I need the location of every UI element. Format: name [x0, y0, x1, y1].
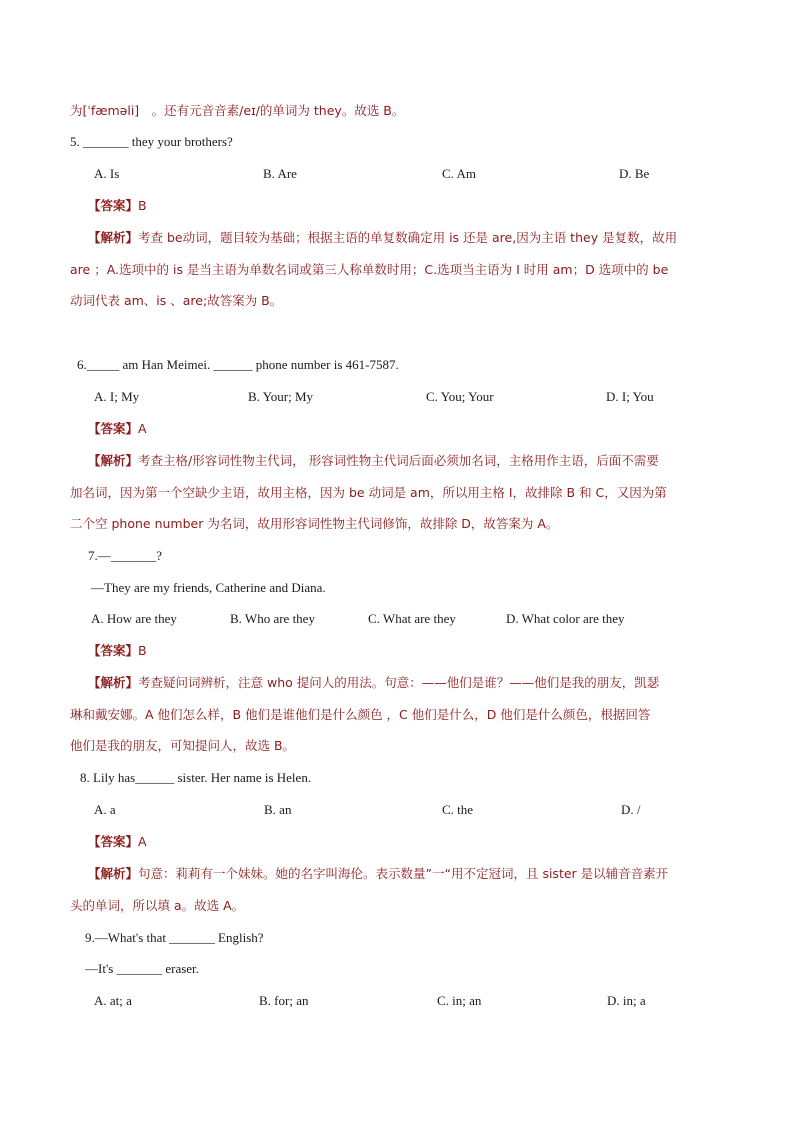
option-a: A. How are they: [91, 611, 177, 626]
question-5-analysis-line-2: are ；A.选项中的 is 是当主语为单数名词或第三人称单数时用；C.选项当主语为 I 时用 am；D 选项中的 be: [70, 262, 669, 277]
question-7-analysis-line-1: 【解析】考查疑问词辨析，注意 who 提问人的用法。句意：——他们是谁？——他们是我的朋友，凯瑟: [88, 675, 660, 690]
question-6-analysis-line-2: 加名词，因为第一个空缺少主语，故用主格，因为 be 动词是 am，所以用主格 I，故排除 B 和 C，又因为第: [70, 485, 667, 500]
option-c: C. You; Your: [426, 389, 494, 404]
answer-value: A: [138, 421, 147, 436]
option-c: C. the: [442, 802, 474, 817]
question-6-stem: 6._____ am Han Meimei. ______ phone number is 461-7587.: [77, 357, 399, 372]
answer-label: 【答案】: [88, 643, 139, 658]
option-d: D. Be: [619, 166, 650, 181]
answer-value: A: [138, 834, 147, 849]
question-6-analysis-line-3: 二个空 phone number 为名词，故用形容词性物主代词修饰，故排除 D，故答案为 A。: [70, 516, 559, 531]
answer-label: 【答案】: [88, 198, 139, 213]
question-6-analysis-line-1: 【解析】考查主格/形容词性物主代词， 形容词性物主代词后面必须加名词，主格用作主语，后面不需要: [88, 453, 659, 468]
option-a: A. Is: [94, 166, 120, 181]
option-a: A. a: [94, 802, 116, 817]
analysis-label: 【解析】: [88, 453, 139, 468]
question-8-stem: 8. Lily has______ sister. Her name is Helen.: [80, 770, 312, 785]
analysis-label: 【解析】: [88, 230, 139, 245]
question-9-stem-reply: —It's _______ eraser.: [85, 961, 199, 976]
question-5-analysis-line-3: 动词代表 am、is 、are;故答案为 B。: [70, 293, 283, 308]
analysis-label: 【解析】: [88, 866, 139, 881]
option-b: B. Your; My: [248, 389, 314, 404]
option-c: C. Am: [442, 166, 476, 181]
option-b: B. Who are they: [230, 611, 315, 626]
question-7-answer: [88, 642, 147, 660]
option-b: B. for; an: [259, 993, 309, 1008]
answer-label: 【答案】: [88, 834, 139, 849]
question-8-analysis-line-2: 头的单词，所以填 a。故选 A。: [70, 898, 245, 913]
option-c: C. in; an: [437, 993, 482, 1008]
option-a: A. I; My: [94, 389, 140, 404]
option-d: D. What color are they: [506, 611, 625, 626]
question-8-analysis-line-1: 【解析】句意：莉莉有一个妹妹。她的名字叫海伦。表示数量”一“用不定冠词，且 sister 是以辅音音素开: [88, 866, 669, 881]
option-b: B. an: [264, 802, 292, 817]
question-7-stem-reply: —They are my friends, Catherine and Diana.: [91, 580, 326, 595]
question-5-analysis-line-1: 【解析】考查 be动词，题目较为基础；根据主语的单复数确定用 is 还是 are,因为主语 they 是复数，故用: [88, 230, 678, 245]
option-d: D. /: [621, 802, 641, 817]
question-5-stem: 5. _______ they your brothers?: [70, 134, 233, 149]
question-7-options: [0, 610, 794, 628]
option-d: D. in; a: [607, 993, 646, 1008]
question-7-stem: 7.—_______?: [88, 548, 163, 563]
question-7-analysis-line-3: 他们是我的朋友，可知提问人，故选 B。: [70, 738, 296, 753]
question-5-answer: [88, 197, 147, 215]
option-a: A. at; a: [94, 993, 132, 1008]
answer-value: B: [138, 643, 147, 658]
question-5-options: [0, 165, 794, 183]
answer-label: 【答案】: [88, 421, 139, 436]
option-b: B. Are: [263, 166, 297, 181]
question-6-options: [0, 388, 794, 406]
question-7-analysis-line-2: 琳和戴安娜。A 他们怎么样，B 他们是谁他们是什么颜色 ，C 他们是什么，D 他们是什么颜色，根据回答: [70, 707, 651, 722]
option-d: D. I; You: [606, 389, 654, 404]
question-9-options: [0, 992, 794, 1010]
intro-text: 为[ˈfæməli] 。还有元音音素/eɪ/的单词为 they。故选 B。: [70, 103, 405, 118]
question-6-answer: [88, 420, 147, 438]
question-8-answer: [88, 833, 147, 851]
question-8-options: [0, 801, 794, 819]
question-9-stem: 9.—What's that _______ English?: [85, 930, 264, 945]
analysis-label: 【解析】: [88, 675, 139, 690]
answer-value: B: [138, 198, 147, 213]
option-c: C. What are they: [368, 611, 456, 626]
